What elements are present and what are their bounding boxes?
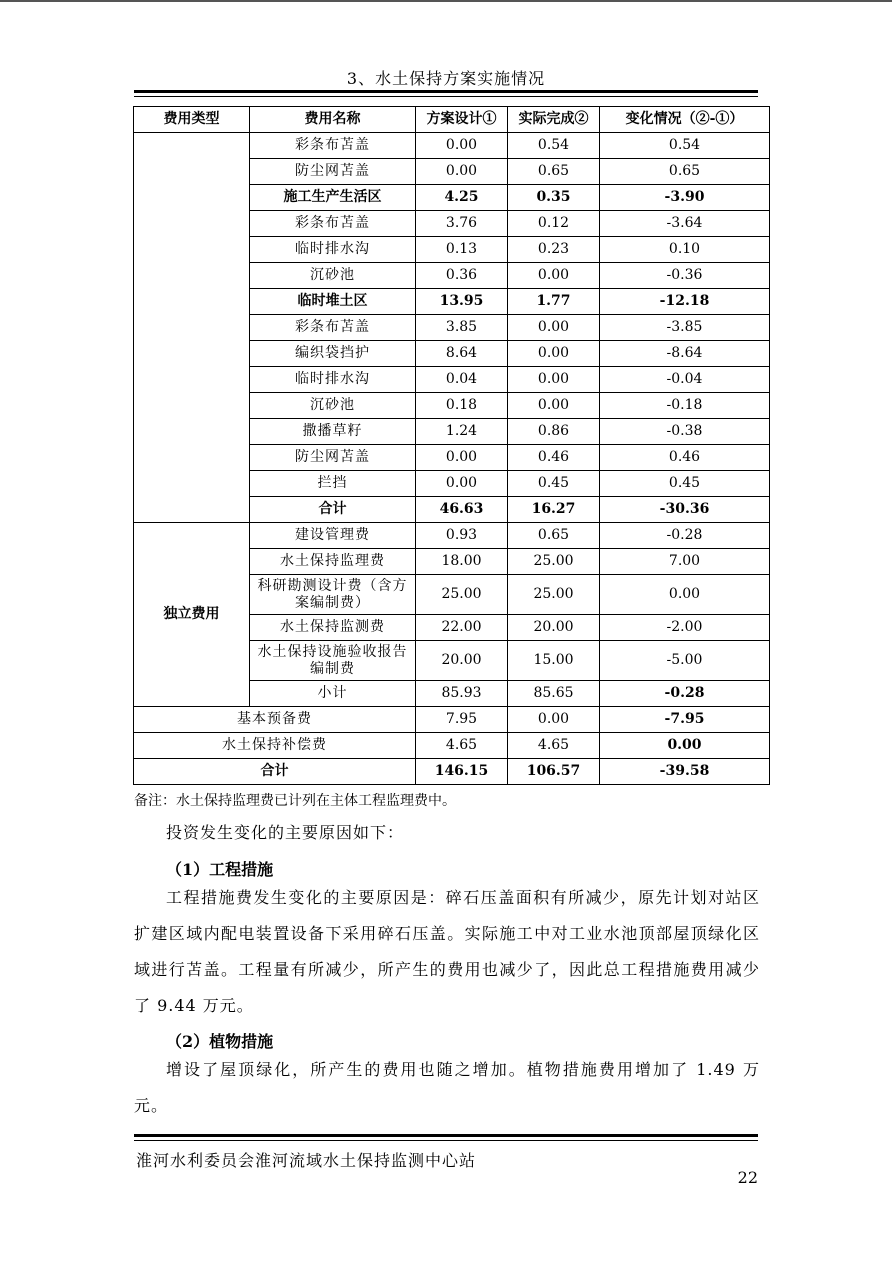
design-cell: 3.76 [416,211,508,237]
actual-cell: 0.12 [508,211,600,237]
design-cell: 18.00 [416,549,508,575]
cost-name-cell: 彩条布苫盖 [250,133,416,159]
change-cell: -0.28 [600,681,770,707]
change-cell: 0.10 [600,237,770,263]
table-row [134,733,770,759]
table-header-row [134,107,770,133]
cost-name-cell: 水土保持监理费 [250,549,416,575]
change-cell: 0.00 [600,733,770,759]
change-cell: 7.00 [600,549,770,575]
actual-cell: 4.65 [508,733,600,759]
design-cell: 0.18 [416,393,508,419]
actual-cell: 0.00 [508,315,600,341]
cost-name-cell: 建设管理费 [250,523,416,549]
design-cell: 0.93 [416,523,508,549]
design-cell: 85.93 [416,681,508,707]
design-cell: 7.95 [416,707,508,733]
header-cost-type: 费用类型 [134,107,250,133]
cost-name-cell: 基本预备费 [134,707,416,733]
header-design: 方案设计① [416,107,508,133]
cost-name-cell: 彩条布苫盖 [250,315,416,341]
design-cell: 46.63 [416,497,508,523]
actual-cell: 0.23 [508,237,600,263]
header-actual: 实际完成② [508,107,600,133]
actual-cell: 0.35 [508,185,600,211]
footer-rule-thin [134,1140,758,1141]
cost-name-cell: 水土保持补偿费 [134,733,416,759]
table-row [134,707,770,733]
intro-paragraph [134,815,760,851]
cost-name-cell: 小计 [250,681,416,707]
actual-cell: 25.00 [508,549,600,575]
actual-cell: 25.00 [508,575,600,615]
design-cell: 146.15 [416,759,508,785]
design-cell: 4.25 [416,185,508,211]
design-cell: 1.24 [416,419,508,445]
change-cell: -5.00 [600,641,770,681]
top-border [0,0,892,2]
actual-cell: 85.65 [508,681,600,707]
page-number: 22 [737,1168,758,1187]
independent-cost-type-cell: 独立费用 [134,523,250,707]
cost-name-cell: 施工生产生活区 [250,185,416,211]
design-cell: 13.95 [416,289,508,315]
actual-cell: 1.77 [508,289,600,315]
cost-table [133,106,770,785]
design-cell: 22.00 [416,615,508,641]
actual-cell: 106.57 [508,759,600,785]
change-cell: -3.90 [600,185,770,211]
cost-name-cell: 编织袋挡护 [250,341,416,367]
vegetation-paragraph [134,1052,760,1124]
actual-cell: 20.00 [508,615,600,641]
cost-name-cell: 防尘网苫盖 [250,445,416,471]
design-cell: 20.00 [416,641,508,681]
change-cell: -7.95 [600,707,770,733]
change-cell: -2.00 [600,615,770,641]
cost-name-cell: 水土保持设施验收报告编制费 [250,641,416,681]
vegetation-text: 增设了屋顶绿化，所产生的费用也随之增加。植物措施费用增加了 1.49 万元。 [134,1060,760,1115]
cost-name-cell: 防尘网苫盖 [250,159,416,185]
table-row [134,523,770,549]
change-cell: -39.58 [600,759,770,785]
cost-name-cell: 沉砂池 [250,393,416,419]
change-cell: 0.45 [600,471,770,497]
page-header-title: 3、水土保持方案实施情况 [346,69,546,88]
cost-name-cell: 临时排水沟 [250,237,416,263]
change-cell: 0.54 [600,133,770,159]
change-cell: -0.04 [600,367,770,393]
design-cell: 0.13 [416,237,508,263]
design-cell: 8.64 [416,341,508,367]
change-cell: -8.64 [600,341,770,367]
design-cell: 0.36 [416,263,508,289]
design-cell: 3.85 [416,315,508,341]
actual-cell: 0.45 [508,471,600,497]
cost-name-cell: 彩条布苫盖 [250,211,416,237]
footer-rule-thick [134,1134,758,1137]
header-rule-thin [134,96,758,97]
section-heading-vegetation: （2）植物措施 [166,1032,274,1051]
design-cell: 25.00 [416,575,508,615]
cost-name-cell: 合计 [250,497,416,523]
actual-cell: 0.54 [508,133,600,159]
table-row [134,133,770,159]
table-row [134,759,770,785]
cost-name-cell: 拦挡 [250,471,416,497]
table-note: 备注：水土保持监理费已计列在主体工程监理费中。 [134,793,456,809]
change-cell: 0.46 [600,445,770,471]
section-heading-engineering: （1）工程措施 [166,860,274,879]
design-cell: 0.00 [416,159,508,185]
design-cell: 4.65 [416,733,508,759]
cost-name-cell: 合计 [134,759,416,785]
actual-cell: 15.00 [508,641,600,681]
actual-cell: 16.27 [508,497,600,523]
cost-type-cell-blank [134,133,250,523]
change-cell: -0.28 [600,523,770,549]
actual-cell: 0.65 [508,523,600,549]
actual-cell: 0.00 [508,341,600,367]
header-cost-name: 费用名称 [250,107,416,133]
intro-text: 投资发生变化的主要原因如下： [166,823,405,842]
header-change: 变化情况（②-①） [600,107,770,133]
design-cell: 0.00 [416,133,508,159]
change-cell: 0.00 [600,575,770,615]
cost-name-cell: 水土保持监测费 [250,615,416,641]
actual-cell: 0.46 [508,445,600,471]
cost-name-cell: 沉砂池 [250,263,416,289]
change-cell: -30.36 [600,497,770,523]
change-cell: -3.64 [600,211,770,237]
change-cell: 0.65 [600,159,770,185]
cost-name-cell: 临时排水沟 [250,367,416,393]
actual-cell: 0.00 [508,263,600,289]
change-cell: -12.18 [600,289,770,315]
actual-cell: 0.00 [508,707,600,733]
actual-cell: 0.00 [508,367,600,393]
design-cell: 0.00 [416,445,508,471]
change-cell: -3.85 [600,315,770,341]
actual-cell: 0.65 [508,159,600,185]
design-cell: 0.00 [416,471,508,497]
engineering-text: 工程措施费发生变化的主要原因是：碎石压盖面积有所减少，原先计划对站区扩建区域内配电装置设备下采用碎石压盖。实际施工中对工业水池顶部屋顶绿化区域进行苫盖。工程量有所减少，所产生的费用也减少了，因此总工程措施费用减少了 9.44 万元。 [134,888,760,1015]
change-cell: -0.38 [600,419,770,445]
header-rule-thick [134,90,758,93]
engineering-paragraph [134,880,760,1024]
change-cell: -0.18 [600,393,770,419]
footer-organization: 淮河水利委员会淮河流域水土保持监测中心站 [136,1151,477,1170]
actual-cell: 0.86 [508,419,600,445]
cost-name-cell: 科研勘测设计费（含方案编制费） [250,575,416,615]
cost-name-cell: 临时堆土区 [250,289,416,315]
cost-name-cell: 撒播草籽 [250,419,416,445]
actual-cell: 0.00 [508,393,600,419]
change-cell: -0.36 [600,263,770,289]
design-cell: 0.04 [416,367,508,393]
